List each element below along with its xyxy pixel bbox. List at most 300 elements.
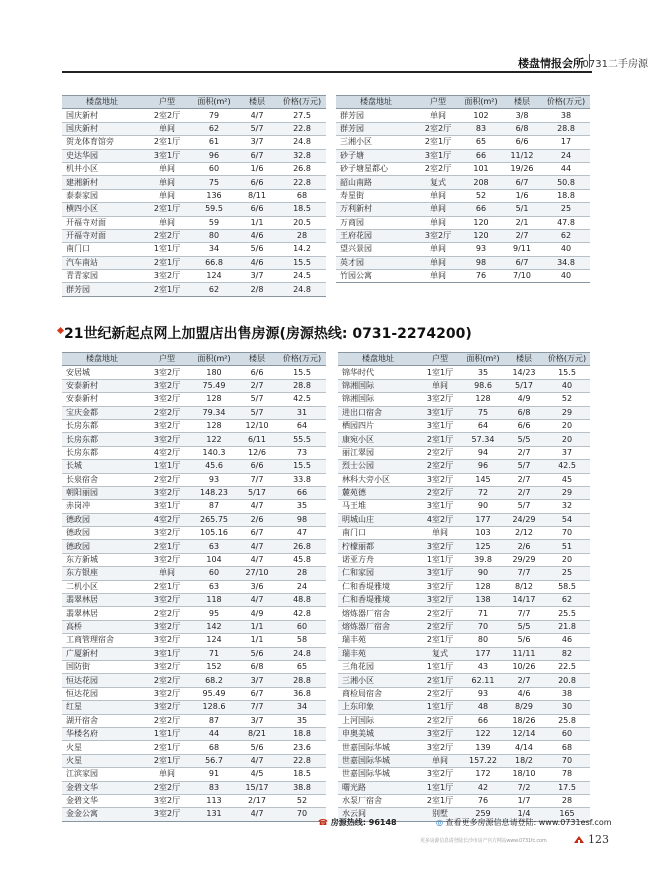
- address-cell: 高桥: [62, 620, 142, 633]
- area-cell: 148.23: [192, 486, 236, 499]
- area-cell: 102: [460, 109, 502, 122]
- address-cell: 恒达花园: [62, 674, 142, 687]
- area-cell: 122: [192, 433, 236, 446]
- area-cell: 152: [192, 660, 236, 673]
- page-number-box: [574, 833, 609, 847]
- area-cell: 87: [192, 714, 236, 727]
- area-cell: 83: [460, 122, 502, 135]
- layout-cell: 2室1厅: [416, 136, 460, 149]
- layout-cell: 3室2厅: [142, 553, 192, 566]
- price-cell: 40: [544, 379, 590, 392]
- address-cell: 水泵厂宿舍: [338, 794, 418, 807]
- layout-cell: 2室1厅: [142, 580, 192, 593]
- table-row: [338, 379, 590, 392]
- table-row: [62, 406, 326, 419]
- table-row: [62, 473, 326, 486]
- price-cell: 22.8: [278, 122, 326, 135]
- price-cell: 22.5: [544, 660, 590, 673]
- layout-cell: 单间: [416, 216, 460, 229]
- address-cell: 广厦新村: [62, 647, 142, 660]
- area-cell: 43: [462, 660, 504, 673]
- area-cell: 120: [460, 229, 502, 242]
- layout-cell: 3室2厅: [418, 580, 462, 593]
- floor-cell: 5/6: [236, 741, 278, 754]
- floor-cell: 2/12: [504, 527, 544, 540]
- floor-cell: 1/6: [236, 162, 278, 175]
- table-row: [336, 243, 590, 256]
- price-cell: 24: [542, 149, 590, 162]
- floor-cell: 4/6: [236, 256, 278, 269]
- price-cell: 37: [544, 446, 590, 459]
- layout-cell: 4室2厅: [418, 513, 462, 526]
- floor-cell: 4/9: [504, 393, 544, 406]
- floor-cell: 12/10: [236, 419, 278, 432]
- layout-cell: 3室2厅: [142, 270, 192, 283]
- layout-cell: 2室1厅: [418, 634, 462, 647]
- layout-cell: 2室1厅: [142, 283, 192, 296]
- price-cell: 66: [278, 486, 326, 499]
- floor-cell: 12/6: [236, 446, 278, 459]
- floor-cell: 11/12: [502, 149, 542, 162]
- price-cell: 58: [278, 634, 326, 647]
- address-cell: 东方银座: [62, 567, 142, 580]
- floor-cell: 2/8: [236, 283, 278, 296]
- table-row: [62, 136, 326, 149]
- table-row: [338, 473, 590, 486]
- table-row: [62, 433, 326, 446]
- table-row: [62, 808, 326, 821]
- address-cell: 开福寺对面: [62, 229, 142, 242]
- price-cell: 47.8: [542, 216, 590, 229]
- address-cell: 金碧文华: [62, 794, 142, 807]
- floor-cell: 8/11: [236, 189, 278, 202]
- column-header: 面积(m²): [460, 96, 502, 109]
- table-row: [62, 527, 326, 540]
- price-cell: 68: [544, 741, 590, 754]
- layout-cell: 2室2厅: [418, 607, 462, 620]
- floor-cell: 2/7: [504, 473, 544, 486]
- address-cell: 仁和香堤雅境: [338, 580, 418, 593]
- area-cell: 75: [192, 176, 236, 189]
- area-cell: 62: [192, 122, 236, 135]
- area-cell: 180: [192, 366, 236, 379]
- column-header: 户型: [416, 96, 460, 109]
- layout-cell: 2室1厅: [142, 256, 192, 269]
- column-header: 楼层: [502, 96, 542, 109]
- table-row: [338, 674, 590, 687]
- area-cell: 34: [192, 243, 236, 256]
- table-row: [62, 283, 326, 296]
- layout-cell: 1室1厅: [418, 660, 462, 673]
- table-row: [62, 446, 326, 459]
- address-cell: 熔炼器厂宿舍: [338, 607, 418, 620]
- floor-cell: 6/8: [502, 122, 542, 135]
- layout-cell: 1室1厅: [142, 243, 192, 256]
- address-cell: 汽车南站: [62, 256, 142, 269]
- table-row: [338, 714, 590, 727]
- address-cell: 宝庆金都: [62, 406, 142, 419]
- column-header: 价格(万元): [278, 96, 326, 109]
- floor-cell: 2/7: [236, 379, 278, 392]
- address-cell: 仁和家园: [338, 567, 418, 580]
- table-row: [62, 674, 326, 687]
- area-cell: 56.7: [192, 754, 236, 767]
- floor-cell: 7/2: [504, 781, 544, 794]
- layout-cell: 2室2厅: [142, 674, 192, 687]
- area-cell: 124: [192, 634, 236, 647]
- area-cell: 103: [462, 527, 504, 540]
- table-row: [62, 727, 326, 740]
- address-cell: 国防街: [62, 660, 142, 673]
- address-cell: 赤岗冲: [62, 500, 142, 513]
- price-cell: 27.5: [278, 109, 326, 122]
- layout-cell: 3室1厅: [142, 500, 192, 513]
- price-cell: 38: [544, 687, 590, 700]
- table-row: [338, 513, 590, 526]
- area-cell: 105.16: [192, 527, 236, 540]
- layout-cell: 2室1厅: [418, 794, 462, 807]
- area-cell: 72: [462, 486, 504, 499]
- table-row: [62, 567, 326, 580]
- address-cell: 火星: [62, 741, 142, 754]
- address-cell: 熔炼器厂宿舍: [338, 620, 418, 633]
- area-cell: 95: [192, 607, 236, 620]
- price-cell: 14.2: [278, 243, 326, 256]
- address-cell: 韶山南路: [336, 176, 416, 189]
- table-row: [62, 620, 326, 633]
- table-row: [338, 527, 590, 540]
- price-cell: 18.8: [278, 727, 326, 740]
- table-row: [336, 122, 590, 135]
- price-cell: 20: [544, 419, 590, 432]
- floor-cell: 5/5: [504, 433, 544, 446]
- price-cell: 70: [278, 808, 326, 821]
- listing-table-bottom-left: [62, 352, 326, 822]
- table-row: [338, 620, 590, 633]
- table-row: [338, 393, 590, 406]
- area-cell: 42: [462, 781, 504, 794]
- layout-cell: 2室2厅: [142, 406, 192, 419]
- layout-cell: 2室2厅: [142, 229, 192, 242]
- area-cell: 83: [192, 781, 236, 794]
- area-cell: 125: [462, 540, 504, 553]
- layout-cell: 3室2厅: [418, 594, 462, 607]
- table-row: [62, 580, 326, 593]
- address-cell: 金碧文华: [62, 781, 142, 794]
- table-row: [62, 701, 326, 714]
- address-cell: 柠檬丽都: [338, 540, 418, 553]
- table-row: [336, 203, 590, 216]
- layout-cell: 复式: [416, 176, 460, 189]
- table-row: [62, 741, 326, 754]
- table-row: [338, 567, 590, 580]
- area-cell: 98: [460, 256, 502, 269]
- column-header: 楼盘地址: [338, 353, 418, 366]
- layout-cell: 2室2厅: [418, 714, 462, 727]
- table-row: [62, 460, 326, 473]
- price-cell: 25: [542, 203, 590, 216]
- table-row: [338, 794, 590, 807]
- table-row: [338, 727, 590, 740]
- table-header-row: [338, 353, 590, 366]
- price-cell: 24.8: [278, 647, 326, 660]
- area-cell: 48: [462, 701, 504, 714]
- area-cell: 94: [462, 446, 504, 459]
- price-cell: 21.8: [544, 620, 590, 633]
- column-header: 面积(m²): [192, 353, 236, 366]
- price-cell: 35: [278, 500, 326, 513]
- layout-cell: 3室2厅: [142, 419, 192, 432]
- area-cell: 172: [462, 768, 504, 781]
- listing-table-top-right: [336, 95, 590, 283]
- area-cell: 63: [192, 580, 236, 593]
- column-header: 价格(万元): [542, 96, 590, 109]
- address-cell: 曙光路: [338, 781, 418, 794]
- floor-cell: 1/1: [236, 216, 278, 229]
- table-row: [62, 216, 326, 229]
- floor-cell: 4/6: [504, 687, 544, 700]
- table-row: [338, 406, 590, 419]
- price-cell: 165: [544, 808, 590, 821]
- layout-cell: 单间: [418, 754, 462, 767]
- floor-cell: 6/8: [236, 660, 278, 673]
- table-row: [336, 162, 590, 175]
- price-cell: 28.8: [278, 379, 326, 392]
- layout-cell: 单间: [418, 379, 462, 392]
- price-cell: 25.5: [544, 607, 590, 620]
- price-cell: 34: [278, 701, 326, 714]
- floor-cell: 7/7: [236, 473, 278, 486]
- price-cell: 98: [278, 513, 326, 526]
- layout-cell: 单间: [142, 768, 192, 781]
- floor-cell: 27/10: [236, 567, 278, 580]
- area-cell: 131: [192, 808, 236, 821]
- layout-cell: 2室2厅: [418, 486, 462, 499]
- address-cell: 王府花园: [336, 229, 416, 242]
- address-cell: 金金公寓: [62, 808, 142, 821]
- area-cell: 68.2: [192, 674, 236, 687]
- area-cell: 57.34: [462, 433, 504, 446]
- more-info[interactable]: [436, 817, 612, 828]
- address-cell: 烈士公园: [338, 460, 418, 473]
- address-cell: 翡翠林居: [62, 594, 142, 607]
- address-cell: 仁和香堤雅境: [338, 594, 418, 607]
- table-row: [62, 594, 326, 607]
- price-cell: 78: [544, 768, 590, 781]
- area-cell: 66: [460, 149, 502, 162]
- area-cell: 101: [460, 162, 502, 175]
- floor-cell: 4/5: [236, 768, 278, 781]
- floor-cell: 18/2: [504, 754, 544, 767]
- column-header: 面积(m²): [192, 96, 236, 109]
- area-cell: 45.6: [192, 460, 236, 473]
- table-row: [338, 594, 590, 607]
- price-cell: 47: [278, 527, 326, 540]
- layout-cell: 3室2厅: [142, 794, 192, 807]
- layout-cell: 3室2厅: [142, 379, 192, 392]
- column-header: 面积(m²): [462, 353, 504, 366]
- layout-cell: 2室2厅: [142, 607, 192, 620]
- floor-cell: 6/7: [502, 256, 542, 269]
- page-header: [0, 52, 650, 72]
- table-header-row: [62, 96, 326, 109]
- price-cell: 70: [544, 527, 590, 540]
- area-cell: 75.49: [192, 379, 236, 392]
- address-cell: 南门口: [62, 243, 142, 256]
- area-cell: 62: [192, 283, 236, 296]
- price-cell: 24.8: [278, 283, 326, 296]
- price-cell: 54: [544, 513, 590, 526]
- table-row: [62, 486, 326, 499]
- price-cell: 82: [544, 647, 590, 660]
- area-cell: 113: [192, 794, 236, 807]
- floor-cell: 6/6: [236, 366, 278, 379]
- table-row: [62, 366, 326, 379]
- floor-cell: 5/5: [504, 620, 544, 633]
- floor-cell: 19/26: [502, 162, 542, 175]
- floor-cell: 6/7: [502, 176, 542, 189]
- area-cell: 91: [192, 768, 236, 781]
- area-cell: 79.34: [192, 406, 236, 419]
- house-logo-icon: [574, 835, 584, 843]
- hotline: [318, 817, 397, 828]
- layout-cell: 3室2厅: [142, 594, 192, 607]
- address-cell: 贺龙体育馆旁: [62, 136, 142, 149]
- area-cell: 142: [192, 620, 236, 633]
- table-row: [338, 460, 590, 473]
- layout-cell: 3室2厅: [418, 473, 462, 486]
- layout-cell: 2室2厅: [416, 162, 460, 175]
- price-cell: 60: [544, 727, 590, 740]
- area-cell: 35: [462, 366, 504, 379]
- table-row: [338, 634, 590, 647]
- table-row: [62, 203, 326, 216]
- address-cell: 长房东都: [62, 419, 142, 432]
- address-cell: 德政园: [62, 527, 142, 540]
- table-row: [62, 553, 326, 566]
- floor-cell: 6/8: [504, 406, 544, 419]
- area-cell: 62.11: [462, 674, 504, 687]
- price-cell: 20: [544, 433, 590, 446]
- table-row: [62, 607, 326, 620]
- area-cell: 90: [462, 500, 504, 513]
- floor-cell: 6/7: [236, 527, 278, 540]
- address-cell: 华楼名府: [62, 727, 142, 740]
- table-row: [338, 419, 590, 432]
- address-cell: 江滨家园: [62, 768, 142, 781]
- layout-cell: 单间: [142, 176, 192, 189]
- address-cell: 二机小区: [62, 580, 142, 593]
- layout-cell: 2室2厅: [142, 781, 192, 794]
- price-cell: 28: [278, 229, 326, 242]
- address-cell: 机井小区: [62, 162, 142, 175]
- layout-cell: 3室1厅: [416, 149, 460, 162]
- floor-cell: 3/7: [236, 714, 278, 727]
- floor-cell: 2/7: [502, 229, 542, 242]
- floor-cell: 4/7: [236, 109, 278, 122]
- layout-cell: 3室2厅: [142, 620, 192, 633]
- price-cell: 34.8: [542, 256, 590, 269]
- address-cell: 万利新村: [336, 203, 416, 216]
- address-cell: 世嘉国际华城: [338, 741, 418, 754]
- price-cell: 18.5: [278, 768, 326, 781]
- area-cell: 128: [192, 393, 236, 406]
- address-cell: 林科大旁小区: [338, 473, 418, 486]
- address-cell: 三角花园: [338, 660, 418, 673]
- floor-cell: 5/7: [236, 122, 278, 135]
- layout-cell: 3室2厅: [142, 687, 192, 700]
- floor-cell: 7/7: [504, 567, 544, 580]
- area-cell: 138: [462, 594, 504, 607]
- address-cell: 开福寺对面: [62, 216, 142, 229]
- table-row: [62, 540, 326, 553]
- address-cell: 德政园: [62, 513, 142, 526]
- floor-cell: 5/7: [504, 500, 544, 513]
- table-row: [338, 500, 590, 513]
- address-cell: 群芳园: [62, 283, 142, 296]
- table-row: [338, 647, 590, 660]
- table-row: [62, 794, 326, 807]
- table-row: [62, 768, 326, 781]
- table-header-row: [62, 353, 326, 366]
- floor-cell: 4/14: [504, 741, 544, 754]
- price-cell: 32: [544, 500, 590, 513]
- address-cell: 瑞丰苑: [338, 647, 418, 660]
- layout-cell: 2室1厅: [418, 674, 462, 687]
- price-cell: 45: [544, 473, 590, 486]
- floor-cell: 6/7: [236, 149, 278, 162]
- address-cell: 工商管理宿舍: [62, 634, 142, 647]
- layout-cell: 单间: [418, 527, 462, 540]
- area-cell: 66: [462, 714, 504, 727]
- address-cell: 长泉宿舍: [62, 473, 142, 486]
- column-header: 楼盘地址: [336, 96, 416, 109]
- price-cell: 35: [278, 714, 326, 727]
- floor-cell: 1/7: [504, 794, 544, 807]
- table-row: [336, 149, 590, 162]
- area-cell: 80: [462, 634, 504, 647]
- table-row: [62, 256, 326, 269]
- address-cell: 史达华园: [62, 149, 142, 162]
- floor-cell: 4/7: [236, 500, 278, 513]
- area-cell: 98.6: [462, 379, 504, 392]
- table-row: [62, 176, 326, 189]
- layout-cell: 3室2厅: [142, 393, 192, 406]
- area-cell: 177: [462, 647, 504, 660]
- price-cell: 32.8: [278, 149, 326, 162]
- area-cell: 140.3: [192, 446, 236, 459]
- price-cell: 15.5: [278, 256, 326, 269]
- layout-cell: 单间: [142, 122, 192, 135]
- address-cell: 横四小区: [62, 203, 142, 216]
- floor-cell: 1/1: [236, 620, 278, 633]
- address-cell: 长房东都: [62, 446, 142, 459]
- area-cell: 128: [462, 393, 504, 406]
- address-cell: 栖园四片: [338, 419, 418, 432]
- area-cell: 39.8: [462, 553, 504, 566]
- price-cell: 42.5: [278, 393, 326, 406]
- table-row: [62, 634, 326, 647]
- address-cell: 明城山庄: [338, 513, 418, 526]
- table-row: [336, 229, 590, 242]
- floor-cell: 4/9: [236, 607, 278, 620]
- address-cell: 瑞丰苑: [338, 634, 418, 647]
- price-cell: 70: [544, 754, 590, 767]
- table-row: [336, 109, 590, 122]
- address-cell: 诺亚方舟: [338, 553, 418, 566]
- floor-cell: 2/7: [504, 674, 544, 687]
- table-row: [336, 216, 590, 229]
